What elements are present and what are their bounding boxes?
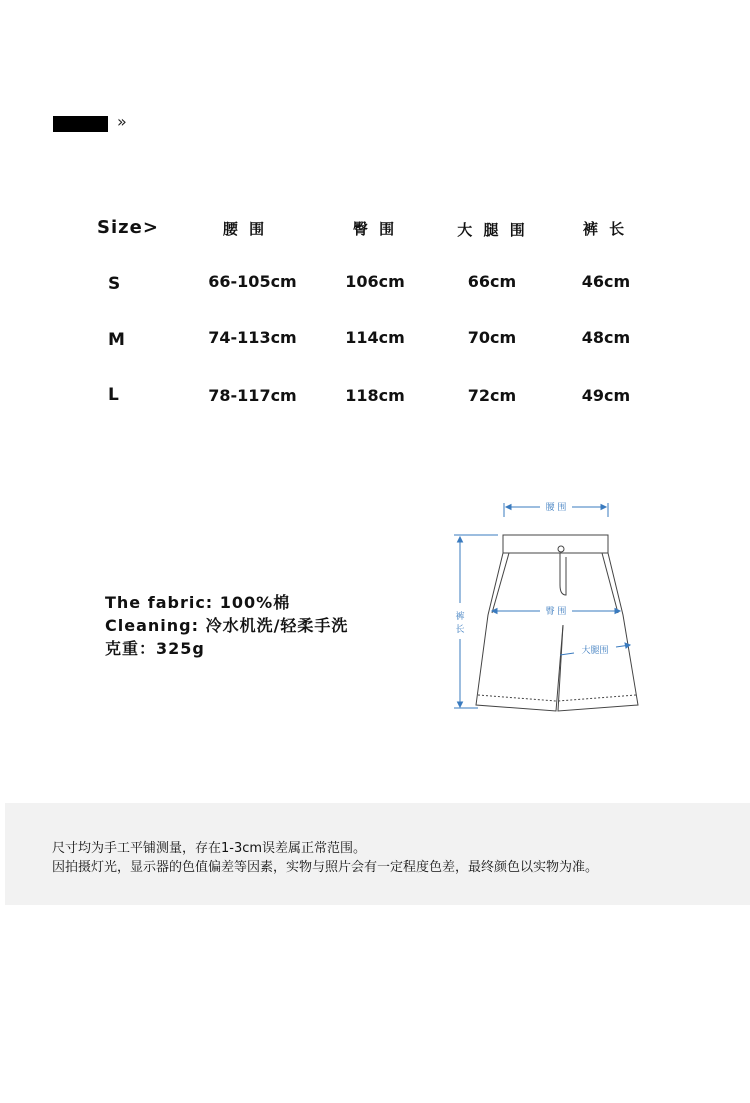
notes-text	[52, 839, 598, 877]
weight-line: 克重：325g	[105, 639, 205, 658]
header-thigh: 大 腿 围	[457, 221, 528, 239]
cell-s-hip: 106cm	[345, 272, 405, 291]
double-chevron-icon: »	[117, 112, 125, 131]
cell-l-thigh: 72cm	[467, 386, 517, 405]
row-label-m: M	[108, 330, 125, 350]
cell-l-hip: 118cm	[345, 386, 405, 405]
header-hip: 臀 围	[352, 220, 398, 238]
note-line-2: 因拍摄灯光，显示器的色值偏差等因素，实物与照片会有一定程度色差，最终颜色以实物为准。	[52, 860, 599, 875]
section-marker-bar	[53, 116, 108, 132]
measurement-lines	[454, 503, 630, 708]
shorts-measurement-diagram	[448, 495, 648, 725]
shorts-outline	[476, 535, 638, 711]
note-line-1: 尺寸均为手工平铺测量，存在1-3cm误差属正常范围。	[52, 841, 367, 856]
header-waist: 腰 围	[222, 220, 268, 238]
header-size: Size>	[97, 217, 159, 238]
cell-s-thigh: 66cm	[467, 272, 517, 291]
length-label-top: 裤	[455, 612, 465, 622]
cell-l-length: 49cm	[581, 386, 631, 405]
row-label-l: L	[108, 385, 119, 405]
header-length: 裤 长	[582, 220, 628, 238]
cleaning-line: Cleaning: 冷水机洗/轻柔手洗	[105, 616, 349, 635]
cell-m-length: 48cm	[581, 328, 631, 347]
thigh-measure-label: 大腿围	[581, 646, 609, 656]
cell-m-waist: 74-113cm	[208, 328, 297, 347]
row-label-s: S	[108, 274, 121, 294]
cell-m-hip: 114cm	[345, 328, 405, 347]
cell-l-waist: 78-117cm	[208, 386, 297, 405]
length-label-bottom: 长	[455, 625, 465, 635]
cell-s-length: 46cm	[581, 272, 631, 291]
hip-measure-label: 臀 围	[545, 607, 567, 617]
notes-panel	[5, 803, 750, 905]
fabric-line: The fabric: 100%棉	[105, 593, 291, 612]
measurement-labels	[455, 502, 608, 656]
waist-measure-label: 腰 围	[545, 503, 567, 513]
cell-m-thigh: 70cm	[467, 328, 517, 347]
cell-s-waist: 66-105cm	[208, 272, 297, 291]
fabric-info	[105, 591, 348, 660]
